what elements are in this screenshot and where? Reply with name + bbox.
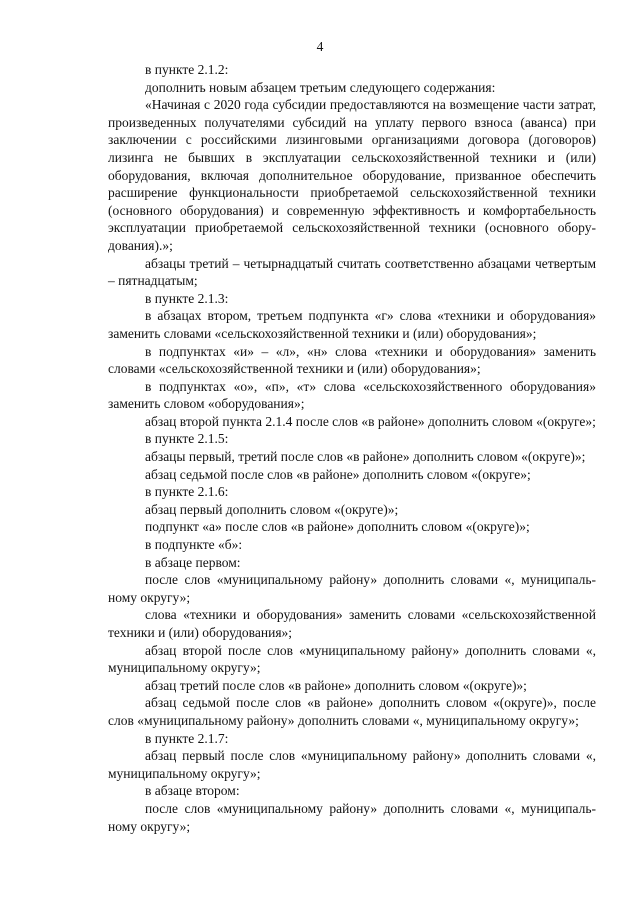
- paragraph: абзац второй пункта 2.1.4 после слов «в районе» дополнить словом «(округе»;: [145, 413, 596, 429]
- paragraph: после слов «муниципальному району» дополнить словами «, муниципальному округу»;: [108, 800, 596, 834]
- paragraph: абзац второй после слов «муниципальному району» дополнить словами «, муниципальному округу»;: [108, 642, 596, 676]
- paragraph: абзац первый после слов «муниципальному району» дополнить словами «, муниципальному округу»;: [108, 748, 596, 781]
- paragraph: подпункт «а» после слов «в районе» дополнить словом «(округе)»;: [145, 519, 530, 535]
- paragraph: абзац третий после слов «в районе» дополнить словом «(округе)»;: [145, 677, 527, 693]
- paragraph: в абзацах втором, третьем подпункта «г» слова «техники и оборудования» заменить словами «сельскохозяйственной техники и (или) оборудования»;: [108, 308, 596, 341]
- paragraph: дополнить новым абзацем третьим следующего содержания:: [145, 79, 496, 95]
- paragraph: в абзаце втором:: [145, 783, 240, 799]
- paragraph: в подпунктах «о», «п», «т» слова «сельскохозяйственного оборудования» заменить словом «оборудования»;: [108, 378, 596, 412]
- paragraph: абзацы третий – четырнадцатый считать соответственно абзацами четвертым – пятнадцатым;: [108, 255, 596, 289]
- paragraph: абзацы первый, третий после слов «в районе» дополнить словом «(округе)»;: [145, 449, 586, 465]
- paragraph: в подпунктах «и» – «л», «н» слова «техники и оборудования» заменить словами «сельскохозяйственной техники и (или) оборудования»;: [108, 343, 596, 377]
- paragraph: после слов «муниципальному району» дополнить словами «, муниципальному округу»;: [108, 572, 596, 605]
- paragraph: «Начиная с 2020 года субсидии предоставляются на возмещение части затрат, произведенных получателями субсидий на уплату первого взноса (аванса) при заключении с российскими лизинговыми организациями договора (договоров) лизинга не бывших в эксплуатации сельскохозяйственной техники и (или) оборудования, включая дополнительное оборудование, призванное обеспечить расширение функциональности приобретаемой сельскохозяйственной техники (основного оборудования) и современную эффективность и комфортабельность эксплуатации приобретаемой сельскохозяйственной техники (основного оборудования).»;: [108, 97, 596, 253]
- paragraph: абзац седьмой после слов «в районе» дополнить словом «(округе»;: [145, 466, 531, 482]
- page-number: 4: [316, 39, 324, 54]
- paragraph: в абзаце первом:: [145, 554, 241, 570]
- paragraph: в подпункте «б»:: [145, 537, 243, 553]
- paragraph: абзац первый дополнить словом «(округе)»;: [145, 501, 399, 517]
- paragraph: в пункте 2.1.2:: [145, 62, 229, 77]
- paragraph: в пункте 2.1.5:: [145, 431, 229, 447]
- document-body: [108, 61, 596, 835]
- paragraph: в пункте 2.1.3:: [145, 290, 229, 306]
- paragraph: абзац седьмой после слов «в районе» дополнить словом «(округе)», после слов «муниципальному району» дополнить словами «, муниципальному округу»;: [108, 695, 596, 728]
- paragraph: в пункте 2.1.6:: [145, 484, 229, 500]
- paragraph: слова «техники и оборудования» заменить словами «сельскохозяйственной техники и (или) оборудования»;: [108, 607, 596, 640]
- paragraph: в пункте 2.1.7:: [145, 730, 229, 746]
